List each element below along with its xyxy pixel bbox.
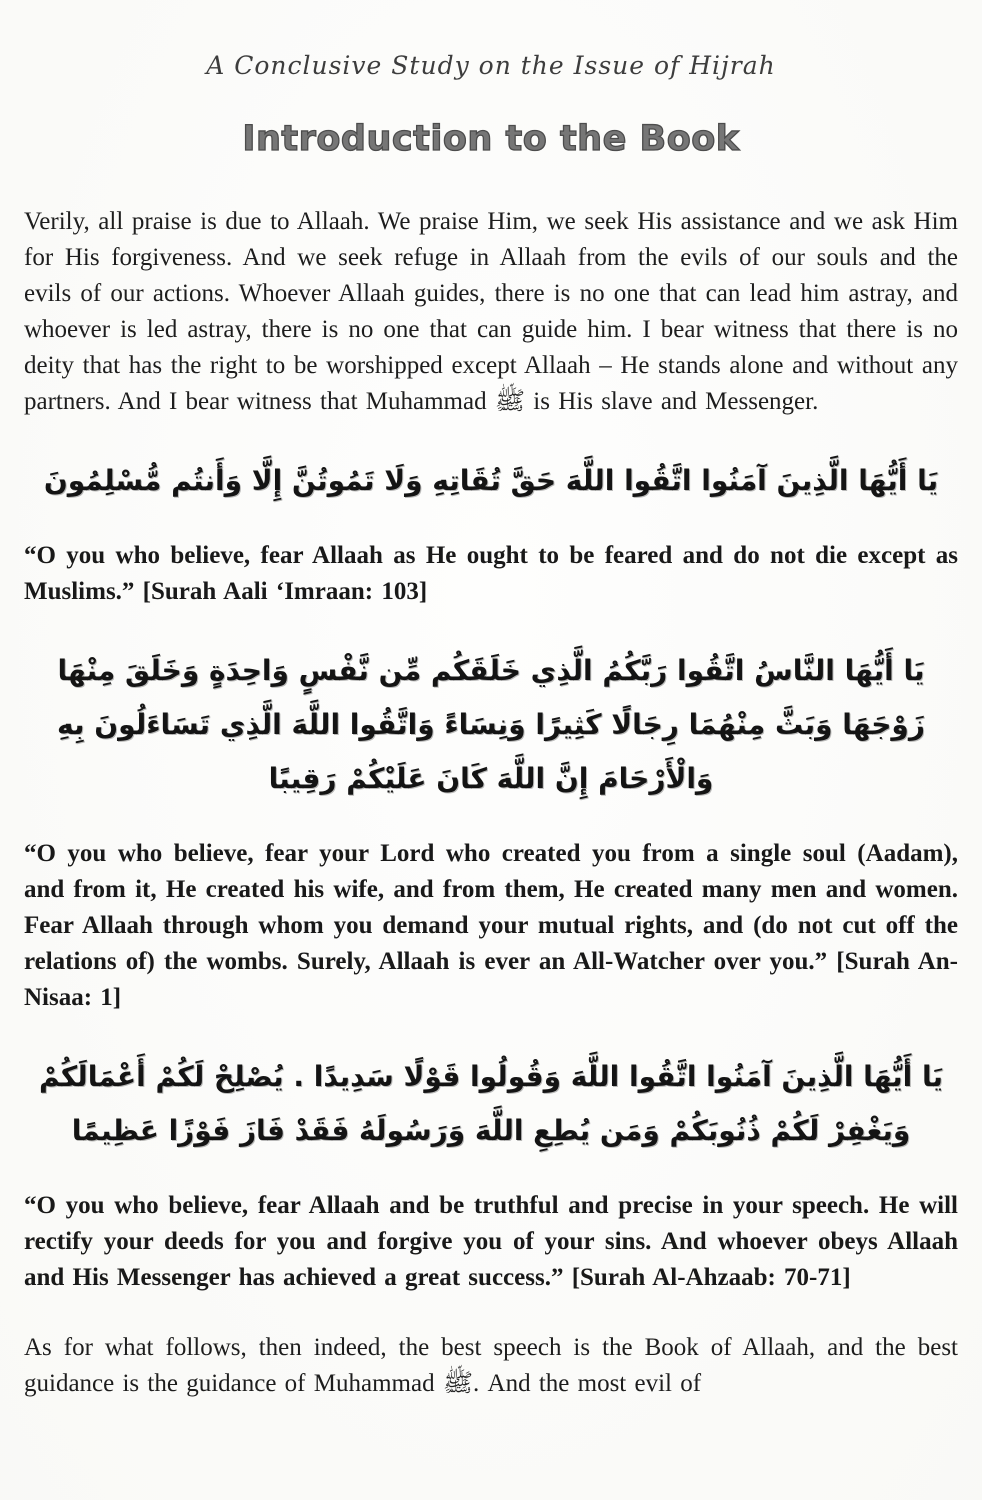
opening-paragraph: Verily, all praise is due to Allaah. We praise Him, we seek His assistance and we ask Him for His forgiveness. And we seek refuge in Allaah from the evils of our souls and the evils of our actions. Whoever Allaah guides, there is no one that can lead him astray, and whoever is led astray, there is no one that can guide him. I bear witness that there is no deity that has the right to be worshipped except Allaah – He stands alone and without any partners. And I bear witness that Muhammad ﷺ is His slave and Messenger.	[24, 208, 958, 415]
verse-translation-3: “O you who believe, fear Allaah and be truthful and precise in your speech. He will rectify your deeds for you and forgive you of your sins. And whoever obeys Allaah and His Messenger has achieved a great success.” [Surah Al-Ahzaab: 70-71]	[24, 1192, 958, 1291]
page-title: Introduction to the Book	[242, 119, 740, 159]
quran-verse-arabic-1: يَا أَيُّهَا الَّذِينَ آمَنُوا اتَّقُوا اللَّهَ حَقَّ تُقَاتِهِ وَلَا تَمُوتُنَّ إِلَّا وَأَنتُم مُّسْلِمُونَ	[43, 464, 939, 497]
quran-verse-arabic-3: يَا أَيُّهَا الَّذِينَ آمَنُوا اتَّقُوا اللَّهَ وَقُولُوا قَوْلًا سَدِيدًا . يُصْلِحْ لَكُمْ أَعْمَالَكُمْ وَيَغْفِرْ لَكُمْ ذُنُوبَكُمْ وَمَن يُطِعِ اللَّهَ وَرَسُولَهُ فَقَدْ فَازَ فَوْزًا عَظِيمًا	[38, 1060, 944, 1147]
closing-paragraph: As for what follows, then indeed, the best speech is the Book of Allaah, and the best guidance is the guidance of Muhammad ﷺ. And the most evil of	[24, 1334, 958, 1397]
verse-translation-1: “O you who believe, fear Allaah as He ought to be feared and do not die except as Muslims.” [Surah Aali ‘Imraan: 103]	[24, 542, 958, 605]
quran-verse-arabic-2: يَا أَيُّهَا النَّاسُ اتَّقُوا رَبَّكُمُ الَّذِي خَلَقَكُم مِّن نَّفْسٍ وَاحِدَةٍ وَخَلَقَ مِنْهَا زَوْجَهَا وَبَثَّ مِنْهُمَا رِجَالًا كَثِيرًا وَنِسَاءً وَاتَّقُوا اللَّهَ الَّذِي تَسَاءَلُونَ بِهِ وَالْأَرْحَامَ إِنَّ اللَّهَ كَانَ عَلَيْكُمْ رَقِيبًا	[57, 654, 925, 795]
running-header: A Conclusive Study on the Issue of Hijrah	[206, 51, 776, 80]
verse-translation-2: “O you who believe, fear your Lord who created you from a single soul (Aadam), and from it, He created his wife, and from them, He created many men and women. Fear Allaah through whom you demand your mutual rights, and (do not cut off the relations of) the wombs. Surely, Allaah is ever an All-Watcher over you.” [Surah An-Nisaa: 1]	[24, 840, 958, 1011]
